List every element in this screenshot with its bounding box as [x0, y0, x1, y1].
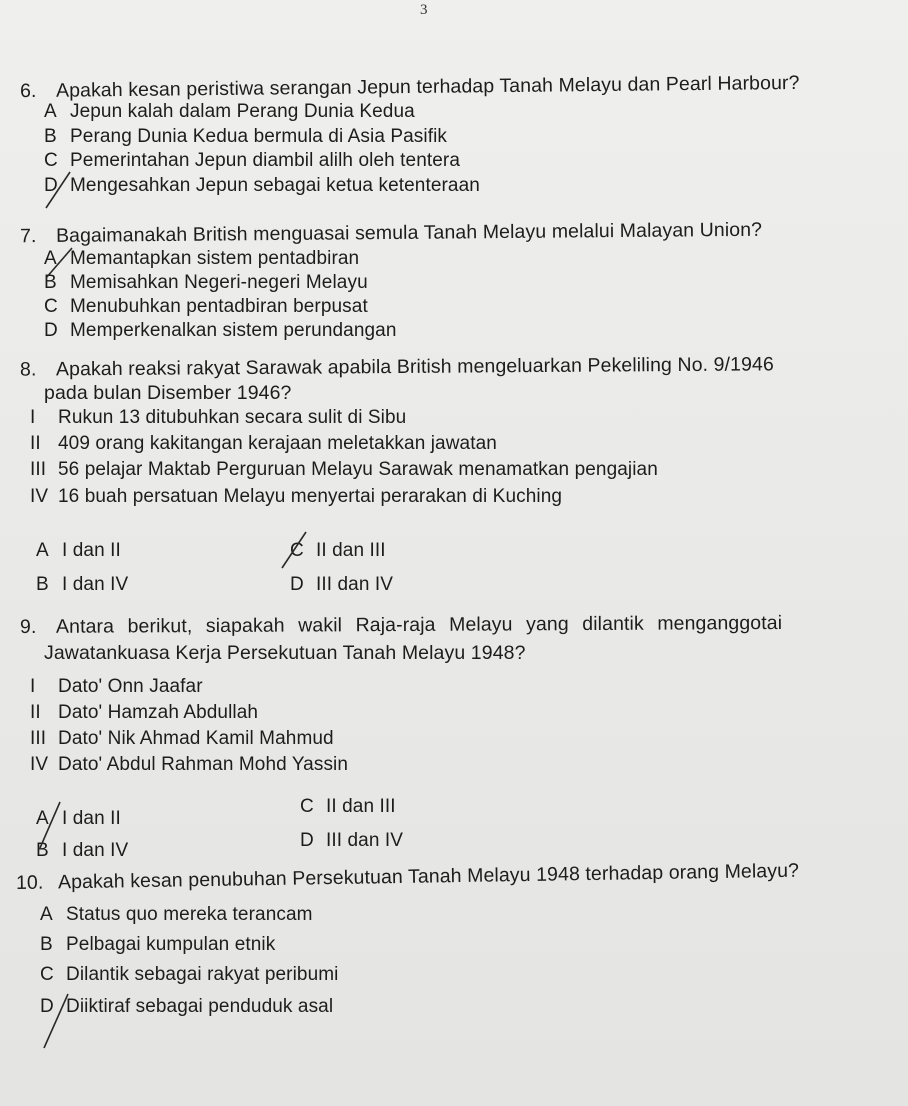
q6-option-c[interactable] — [44, 150, 460, 172]
statement-numeral: III — [30, 728, 47, 749]
question-7 — [20, 219, 762, 247]
option-text: II dan III — [316, 540, 386, 561]
option-letter: D — [290, 574, 304, 595]
question-9-number: 9. — [19, 615, 37, 638]
option-text: Pemerintahan Jepun diambil alilh oleh tentera — [70, 150, 461, 171]
option-letter: B — [36, 840, 49, 861]
option-letter: A — [40, 904, 53, 925]
question-8-line-2: pada bulan Disember 1946? — [44, 382, 292, 404]
q10-option-a[interactable] — [40, 904, 313, 926]
q10-option-c[interactable] — [40, 964, 339, 986]
option-letter: C — [300, 796, 314, 817]
statement-numeral: I — [30, 407, 36, 428]
option-letter: C — [44, 296, 58, 317]
option-text: I dan II — [62, 540, 121, 561]
option-letter: B — [40, 934, 53, 955]
option-text: Mengesahkan Jepun sebagai ketua ketenteraan — [70, 175, 480, 196]
option-text: Dilantik sebagai rakyat peribumi — [66, 964, 339, 985]
option-text: Perang Dunia Kedua bermula di Asia Pasifik — [70, 126, 448, 147]
option-text: Pelbagai kumpulan etnik — [66, 934, 276, 955]
q7-option-d[interactable] — [44, 320, 397, 342]
question-8-line-1 — [20, 353, 774, 380]
question-8-text: Apakah reaksi rakyat Sarawak apabila British mengeluarkan Pekeliling No. 9/1946 — [55, 353, 774, 381]
q9-statement-ii — [30, 702, 258, 724]
q6-option-d[interactable] — [44, 175, 480, 197]
option-text: Memisahkan Negeri-negeri Melayu — [70, 272, 368, 293]
answer-tick-mark — [40, 168, 80, 212]
question-9-line-1 — [20, 612, 782, 638]
q9-statement-iv — [30, 754, 348, 776]
option-text: I dan IV — [62, 574, 129, 595]
statement-text: Rukun 13 ditubuhkan secara sulit di Sibu — [58, 407, 407, 428]
option-text: II dan III — [326, 796, 396, 817]
statement-text: Dato' Hamzah Abdullah — [58, 702, 259, 723]
question-10 — [16, 860, 799, 894]
q9-option-c[interactable] — [300, 796, 396, 818]
option-text: Diiktiraf sebagai penduduk asal — [66, 996, 334, 1017]
question-10-number: 10. — [15, 871, 44, 894]
q7-option-b[interactable] — [44, 272, 368, 294]
option-text: I dan IV — [62, 840, 129, 861]
option-letter: A — [44, 101, 57, 122]
statement-text: Dato' Abdul Rahman Mohd Yassin — [58, 754, 349, 775]
q8-option-d[interactable] — [290, 574, 393, 596]
q8-statement-iv — [30, 486, 562, 508]
q8-statement-iii — [30, 459, 658, 481]
answer-tick-mark — [276, 528, 316, 574]
page-number: 3 — [420, 2, 428, 18]
option-letter: B — [44, 126, 57, 147]
q10-option-b[interactable] — [40, 934, 275, 956]
question-10-text: Apakah kesan penubuhan Persekutuan Tanah Melayu 1948 terhadap orang Melayu? — [57, 859, 800, 894]
q7-option-a[interactable] — [44, 248, 359, 270]
statement-text: 56 pelajar Maktab Perguruan Melayu Sarawak menamatkan pengajian — [58, 459, 658, 480]
statement-text: 16 buah persatuan Melayu menyertai perarakan di Kuching — [58, 486, 563, 507]
answer-tick-mark — [30, 798, 70, 854]
answer-tick-mark — [34, 990, 78, 1054]
option-text: Memantapkan sistem pentadbiran — [70, 248, 360, 269]
q8-option-b[interactable] — [36, 574, 128, 596]
question-6-number: 6. — [19, 79, 37, 103]
q6-option-a[interactable] — [44, 101, 415, 123]
option-text: Jepun kalah dalam Perang Dunia Kedua — [70, 101, 415, 122]
option-letter: D — [40, 996, 54, 1017]
option-text: III dan IV — [316, 574, 394, 595]
option-letter: C — [40, 964, 54, 985]
option-letter: A — [44, 248, 57, 269]
statement-numeral: II — [30, 702, 41, 723]
option-text: Status quo mereka terancam — [66, 904, 313, 925]
option-letter: A — [36, 540, 49, 561]
q9-statement-iii — [30, 728, 334, 750]
option-letter: B — [36, 574, 49, 595]
option-letter: D — [44, 175, 58, 196]
option-text: Menubuhkan pentadbiran berpusat — [70, 296, 368, 317]
q7-option-c[interactable] — [44, 296, 368, 318]
question-8-number: 8. — [19, 358, 37, 381]
statement-text: Dato' Nik Ahmad Kamil Mahmud — [58, 728, 334, 749]
question-9-text: Antara berikut, siapakah wakil Raja-raja Melayu yang dilantik menganggotai — [55, 612, 783, 638]
question-6 — [20, 72, 800, 102]
answer-tick-mark — [38, 244, 82, 284]
question-7-number: 7. — [19, 225, 37, 248]
question-9-line-2: Jawatankuasa Kerja Persekutuan Tanah Melayu 1948? — [44, 642, 526, 664]
q9-option-d[interactable] — [300, 830, 403, 852]
option-letter: C — [44, 150, 58, 171]
q10-option-d[interactable] — [40, 996, 333, 1018]
statement-text: Dato' Onn Jaafar — [58, 676, 203, 697]
statement-numeral: I — [30, 676, 36, 697]
q8-statement-i — [30, 407, 406, 429]
option-letter: C — [290, 540, 304, 561]
statement-numeral: II — [30, 433, 41, 454]
statement-numeral: III — [30, 459, 47, 480]
option-text: III dan IV — [326, 830, 404, 851]
q8-option-a[interactable] — [36, 540, 121, 562]
question-6-text: Apakah kesan peristiwa serangan Jepun terhadap Tanah Melayu dan Pearl Harbour? — [55, 71, 800, 102]
statement-text: 409 orang kakitangan kerajaan meletakkan jawatan — [58, 433, 497, 454]
option-letter: D — [44, 320, 58, 341]
option-letter: A — [36, 808, 49, 829]
statement-numeral: IV — [30, 486, 49, 507]
question-7-text: Bagaimanakah British menguasai semula Tanah Melayu melalui Malayan Union? — [55, 218, 763, 247]
q8-statement-ii — [30, 433, 497, 455]
q6-option-b[interactable] — [44, 126, 447, 148]
option-letter: B — [44, 272, 57, 293]
option-text: Memperkenalkan sistem perundangan — [70, 320, 397, 341]
statement-numeral: IV — [30, 754, 49, 775]
option-letter: D — [300, 830, 314, 851]
q9-statement-i — [30, 676, 203, 698]
option-text: I dan II — [62, 808, 121, 829]
